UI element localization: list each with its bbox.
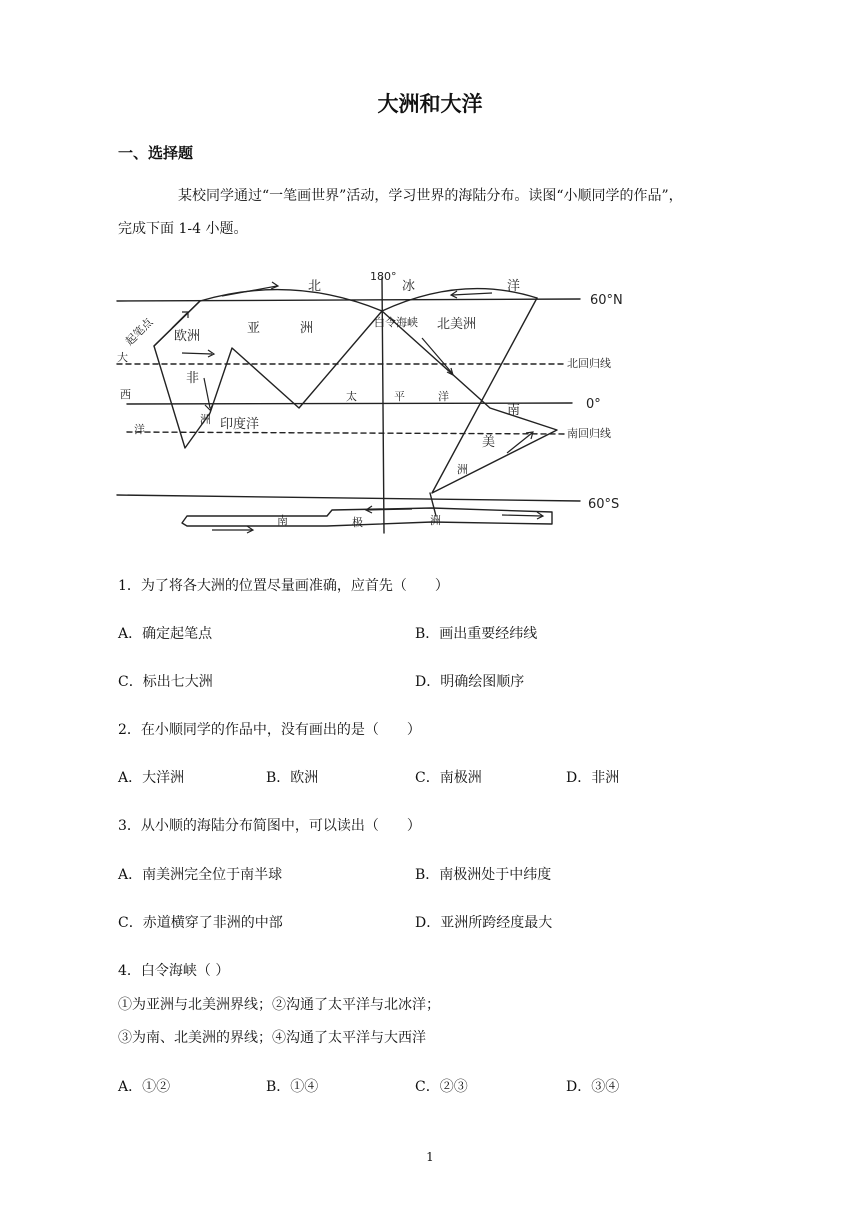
label-arctic-3: 洋 <box>507 279 521 294</box>
q3-option-d[interactable]: D．亚洲所跨经度最大 <box>415 915 553 931</box>
q1-option-a[interactable]: A．确定起笔点 <box>118 626 213 642</box>
label-bering: 白令海峡 <box>374 316 418 329</box>
label-asia-1: 亚 <box>247 321 261 336</box>
question-1-stem: 1．为了将各大洲的位置尽量画准确，应首先（ ） <box>118 578 449 594</box>
question-2-stem: 2．在小顺同学的作品中，没有画出的是（ ） <box>118 722 421 738</box>
label-start: 起笔点 <box>122 315 156 349</box>
page-title: 大洲和大洋 <box>377 92 483 116</box>
label-arctic-1: 北 <box>308 279 322 294</box>
question-3-stem: 3．从小顺的海陆分布简图中，可以读出（ ） <box>118 818 421 834</box>
label-60s: 60°S <box>588 497 620 512</box>
label-europe: 欧洲 <box>174 329 201 344</box>
label-pacific-2: 平 <box>394 390 405 403</box>
q2-option-a[interactable]: A．大洋洲 <box>118 770 185 786</box>
label-pacific-1: 太 <box>346 390 357 403</box>
lat-equator-line <box>127 403 572 404</box>
label-sa-2: 美 <box>482 435 496 450</box>
label-sa-1: 南 <box>507 403 521 418</box>
q1-option-b[interactable]: B．画出重要经纬线 <box>415 626 538 642</box>
q4-option-c[interactable]: C．②③ <box>415 1079 468 1095</box>
label-arctic-2: 冰 <box>402 279 416 294</box>
question-4-stem: 4．白令海峡（ ） <box>118 963 230 979</box>
label-ant-3: 洲 <box>430 514 441 527</box>
world-sketch-map <box>112 268 652 543</box>
label-asia-2: 洲 <box>300 321 314 336</box>
lat-60s-line <box>117 495 580 501</box>
tropic-s-line <box>127 432 564 434</box>
label-atl-3: 洋 <box>134 423 145 436</box>
q4-option-a[interactable]: A．①② <box>118 1079 171 1095</box>
label-ant-1: 南 <box>277 514 288 527</box>
q1-option-d[interactable]: D．明确绘图顺序 <box>415 674 525 690</box>
label-sa-3: 洲 <box>457 463 468 476</box>
q2-option-c[interactable]: C．南极洲 <box>415 770 482 786</box>
q3-option-a[interactable]: A．南美洲完全位于南半球 <box>118 867 283 883</box>
section-heading: 一、选择题 <box>118 144 194 162</box>
label-equator: 0° <box>586 397 601 412</box>
label-tropic-s: 南回归线 <box>567 427 611 440</box>
label-ant-2: 极 <box>352 516 363 529</box>
q2-option-d[interactable]: D．非洲 <box>566 770 620 786</box>
q2-option-b[interactable]: B．欧洲 <box>266 770 319 786</box>
label-60n: 60°N <box>590 293 623 308</box>
label-africa-1: 非 <box>186 371 200 386</box>
label-atl-1: 大 <box>117 351 128 364</box>
page-number: 1 <box>426 1150 434 1164</box>
q3-option-b[interactable]: B．南极洲处于中纬度 <box>415 867 552 883</box>
label-atl-2: 西 <box>120 388 131 401</box>
label-na: 北美洲 <box>437 317 477 332</box>
q4-statement-2: ③为南、北美洲的界线；④沟通了太平洋与大西洋 <box>118 1030 426 1046</box>
label-indian: 印度洋 <box>220 417 260 432</box>
q4-option-b[interactable]: B．①④ <box>266 1079 319 1095</box>
intro-line-2: 完成下面 1-4 小题。 <box>118 221 248 237</box>
intro-line-1: 某校同学通过“一笔画世界”活动，学习世界的海陆分布。读图“小顺同学的作品”， <box>178 188 683 204</box>
label-pacific-3: 洋 <box>438 390 449 403</box>
q4-option-d[interactable]: D．③④ <box>566 1079 620 1095</box>
q4-statement-1: ①为亚洲与北美洲界线；②沟通了太平洋与北冰洋； <box>118 997 440 1013</box>
q1-option-c[interactable]: C．标出七大洲 <box>118 674 213 690</box>
drake-line <box>430 493 436 516</box>
label-tropic-n: 北回归线 <box>567 357 611 370</box>
label-180: 180° <box>370 270 397 283</box>
label-africa-2: 洲 <box>200 413 211 426</box>
q3-option-c[interactable]: C．赤道横穿了非洲的中部 <box>118 915 283 931</box>
